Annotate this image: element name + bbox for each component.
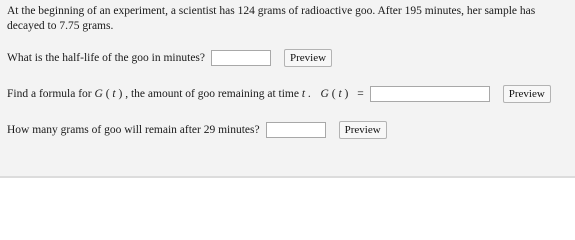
formula-answer-input[interactable]	[370, 86, 490, 102]
label-middle: , the amount of goo remaining at time	[125, 88, 302, 100]
question-label	[7, 88, 364, 100]
label-time-variable: t	[301, 88, 306, 100]
label-prefix: Find a formula for	[7, 88, 95, 100]
remaining-answer-input[interactable]	[266, 122, 326, 138]
label-function-name: G	[94, 88, 103, 100]
label-paren-close: )	[118, 88, 123, 100]
label-paren-open: (	[105, 88, 110, 100]
half-life-answer-input[interactable]	[211, 50, 271, 66]
preview-button-remaining[interactable]: Preview	[339, 121, 387, 139]
expr-function-name: G	[320, 88, 329, 100]
expr-variable: t	[338, 88, 342, 100]
problem-statement: At the beginning of an experiment, a scientist has 124 grams of radioactive goo. After 195 minutes, her sample has decayed to 7.75 grams.	[7, 5, 536, 32]
label-variable: t	[112, 88, 116, 100]
preview-button-formula[interactable]: Preview	[503, 85, 551, 103]
expr-equals: =	[357, 88, 364, 100]
question-label: What is the half-life of the goo in minutes?	[7, 52, 205, 64]
question-half-life	[7, 48, 332, 68]
expr-paren-open: (	[331, 88, 336, 100]
question-formula	[7, 84, 551, 104]
label-period: .	[307, 88, 311, 100]
preview-button-half-life[interactable]: Preview	[284, 49, 332, 67]
question-label: How many grams of goo will remain after 29 minutes?	[7, 124, 260, 136]
question-remaining	[7, 120, 387, 140]
expr-paren-close: )	[344, 88, 349, 100]
